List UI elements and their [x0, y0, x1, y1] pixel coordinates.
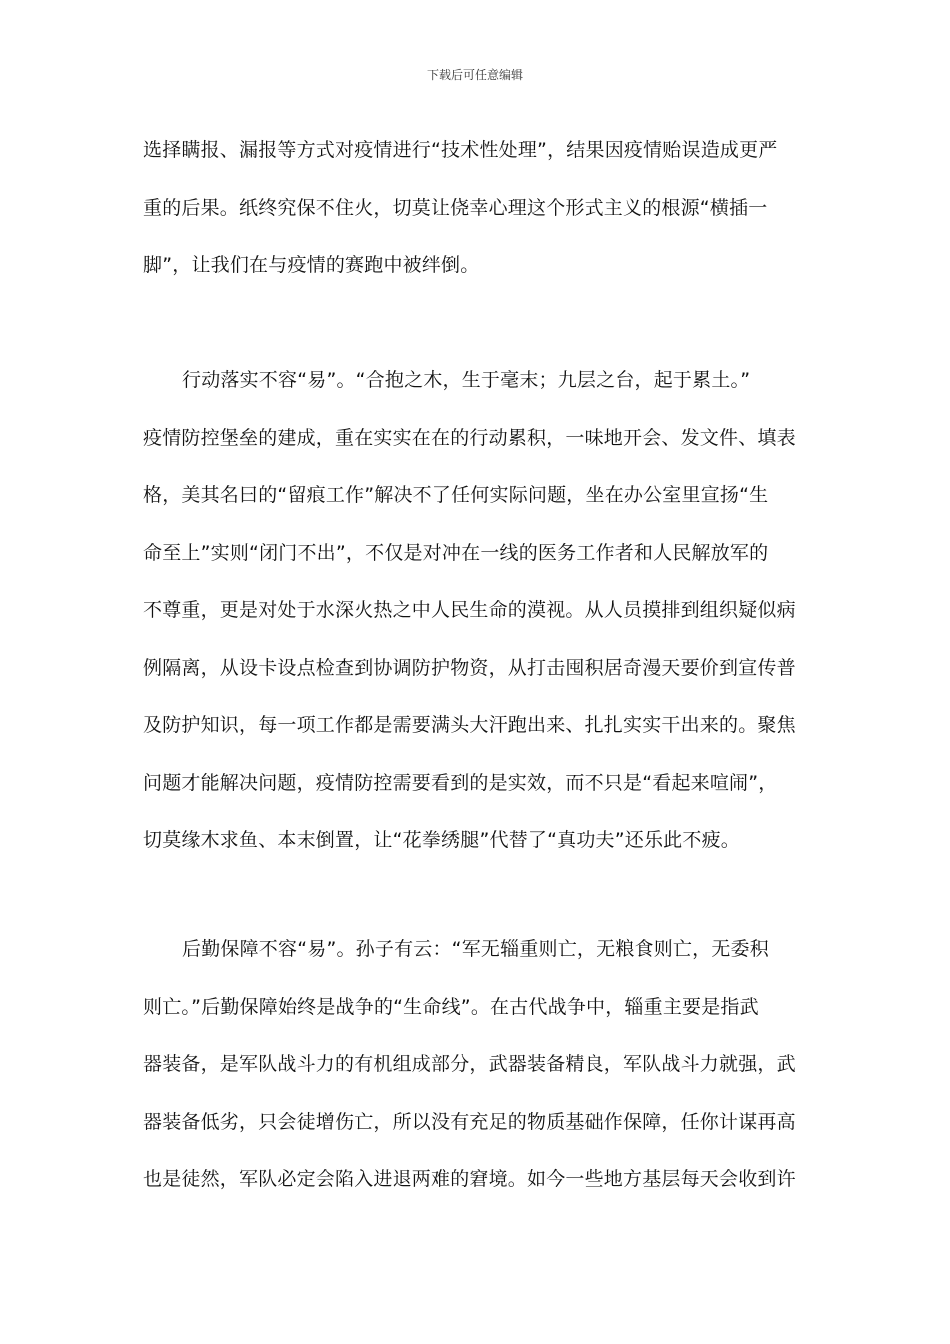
- paragraph-3: [143, 921, 808, 1209]
- header-note: 下载后可任意编辑: [426, 68, 523, 82]
- paragraph-line: 例隔离，从设卡设点检查到协调防护物资，从打击囤积居奇漫天要价到宣传普: [143, 656, 796, 679]
- paragraph-line: 选择瞒报、漏报等方式对疫情进行“技术性处理”，结果因疫情贻误造成更严: [143, 139, 778, 161]
- paragraph-line: 则亡。”后勤保障始终是战争的“生命线”。在古代战争中，辎重主要是指武: [143, 995, 759, 1018]
- paragraph-line: 切莫缘木求鱼、本末倒置，让“花拳绣腿”代替了“真功夫”还乐此不疲。: [143, 829, 740, 851]
- paragraph-line: 不尊重，更是对处于水深火热之中人民生命的漠视。从人员摸排到组织疑似病: [143, 599, 796, 621]
- paragraph-line: 行动落实不容“易”。“合抱之木，生于毫末；九层之台，起于累土。”: [182, 369, 751, 391]
- paragraph-line: 及防护知识，每一项工作都是需要满头大汗跑出来、扎扎实实干出来的。聚焦: [143, 714, 796, 736]
- paragraph-line: 重的后果。纸终究保不住火，切莫让侥幸心理这个形式主义的根源“横插一: [143, 196, 768, 219]
- paragraph-1: [143, 122, 808, 295]
- paragraph-line: 器装备，是军队战斗力的有机组成部分，武器装备精良，军队战斗力就强，武: [143, 1053, 796, 1075]
- paragraph-line: 格，美其名曰的“留痕工作”解决不了任何实际问题，坐在办公室里宣扬“生: [143, 484, 769, 506]
- paragraph-line: 后勤保障不容“易”。孙子有云：“军无辎重则亡，无粮食则亡，无委积: [182, 938, 769, 960]
- paragraph-line: 疫情防控堡垒的建成，重在实实在在的行动累积，一味地开会、发文件、填表: [143, 426, 796, 449]
- paragraph-line: 脚”，让我们在与疫情的赛跑中被绊倒。: [143, 254, 480, 276]
- paragraph-line: 命至上”实则“闭门不出”，不仅是对冲在一线的医务工作者和人民解放军的: [143, 541, 769, 564]
- paragraph-line: 问题才能解决问题，疫情防控需要看到的是实效，而不只是“看起来喧闹”，: [143, 771, 778, 794]
- paragraph-2: [143, 352, 808, 870]
- paragraph-line: 器装备低劣，只会徒增伤亡，所以没有充足的物质基础作保障，任你计谋再高: [143, 1110, 796, 1133]
- paragraph-line: 也是徒然，军队必定会陷入进退两难的窘境。如今一些地方基层每天会收到许: [143, 1168, 796, 1190]
